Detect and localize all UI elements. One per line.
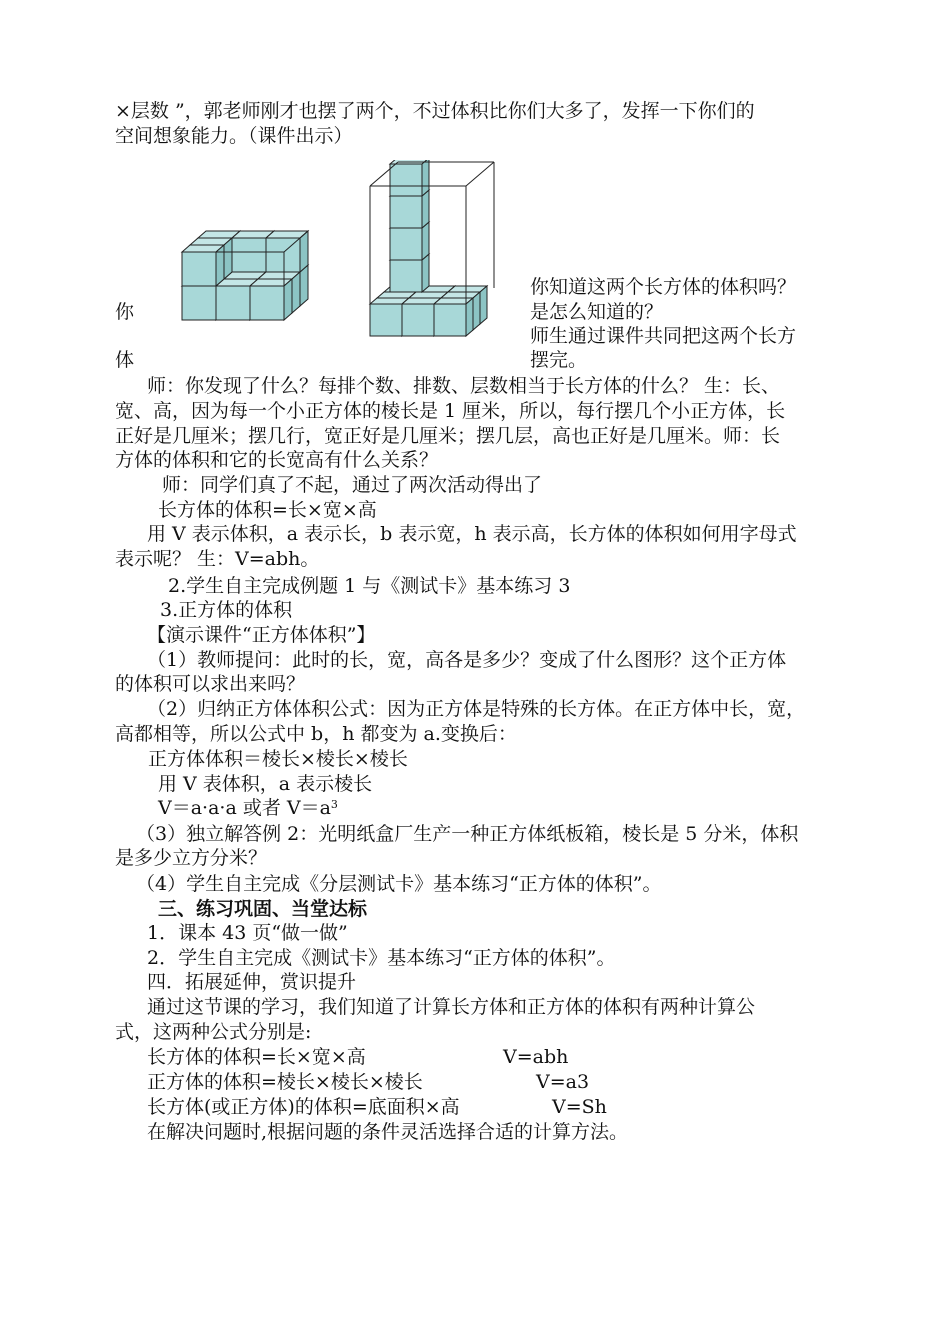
box-edge: [466, 162, 494, 186]
paragraph-13-line-1: （3）独立解答例 2：光明纸盒厂生产一种正方体纸板箱，棱长是 5 分米，体积: [136, 823, 799, 845]
intro-line-2: 空间想象能力。（课件出示）: [115, 125, 353, 147]
summary-formula-3-text: 长方体(或正方体)的体积=底面积×高: [147, 1096, 460, 1118]
paragraph-8-line-1: （1）教师提问：此时的长，宽，高各是多少？变成了什么图形？这个正方体: [147, 649, 787, 671]
cube-front-face: [390, 196, 422, 228]
section-heading-3: 三、练习巩固、当堂达标: [158, 898, 368, 920]
paragraph-18-line-2: 式，这两种公式分别是:: [115, 1021, 312, 1043]
summary-formula-1-text: 长方体的体积=长×宽×高: [147, 1046, 366, 1068]
side-text-right-2: 是怎么知道的？: [530, 301, 664, 323]
formula-cube-volume: 正方体体积＝棱长×棱长×棱长: [148, 748, 408, 770]
cuboid-figure-1: [178, 210, 338, 330]
side-text-left-2: 体: [115, 349, 135, 371]
formula-cube-letters-main: V＝a·a·a 或者 V＝a: [158, 797, 331, 819]
cube-front-face: [216, 286, 250, 320]
side-text-right-1: 你知道这两个长方体的体积吗？: [530, 276, 797, 298]
formula-cube-exponent: 3: [330, 798, 338, 811]
cube-front-face: [390, 228, 422, 260]
paragraph-1-line-4: 方体的体积和它的长宽高有什么关系？: [115, 449, 439, 471]
paragraph-16: 2．学生自主完成《测试卡》基本练习“正方体的体积”。: [147, 947, 616, 969]
cube-side-face: [422, 160, 429, 196]
paragraph-5: 2.学生自主完成例题 1 与《测试卡》基本练习 3: [168, 575, 571, 597]
cube-front-face: [402, 304, 434, 336]
paragraph-8-line-2: 的体积可以求出来吗？: [115, 673, 306, 695]
paragraph-9-line-2: 高都相等，所以公式中 b，h 都变为 a.变换后：: [115, 723, 517, 745]
paragraph-7: 【演示课件“正方体体积”】: [147, 624, 376, 646]
cube-front-face: [182, 252, 216, 286]
paragraph-4-line-1: 用 V 表示体积，a 表示长，b 表示宽，h 表示高，长方体的体积如何用字母式: [147, 523, 797, 545]
cube-front-face: [390, 164, 422, 196]
summary-formula-3-letters: V=Sh: [552, 1096, 607, 1118]
cube-front-face: [182, 286, 216, 320]
section-heading-4: 四．拓展延伸，赏识提升: [147, 971, 357, 993]
paragraph-14: （4）学生自主完成《分层测试卡》基本练习“正方体的体积”。: [136, 873, 662, 895]
cube-side-face: [216, 245, 224, 286]
paragraph-18-line-1: 通过这节课的学习，我们知道了计算长方体和正方体的体积有两种计算公: [147, 996, 756, 1018]
cube-front-face: [390, 260, 422, 292]
paragraph-13-line-2: 是多少立方分米？: [115, 847, 268, 869]
intro-line-1: ×层数 ”，郭老师刚才也摆了两个，不过体积比你们大多了，发挥一下你们的: [115, 100, 755, 122]
cube-side-face: [284, 279, 292, 320]
cube-front-face: [250, 286, 284, 320]
side-text-left-1: 你: [115, 301, 135, 323]
paragraph-6: 3.正方体的体积: [160, 599, 293, 621]
cube-front-face: [434, 304, 466, 336]
paragraph-1-line-3: 正好是几厘米；摆几行，宽正好是几厘米；摆几层，高也正好是几厘米。师：长: [115, 425, 781, 447]
cuboid-figure-2: [366, 160, 506, 340]
summary-formula-2-letters: V=a3: [536, 1071, 590, 1093]
side-text-right-4: 摆完。: [530, 349, 588, 371]
paragraph-2: 师：同学们真了不起，通过了两次活动得出了: [162, 474, 543, 496]
formula-cuboid-volume: 长方体的体积=长×宽×高: [158, 499, 377, 521]
paragraph-11: 用 V 表体积，a 表示棱长: [158, 773, 373, 795]
side-text-right-3: 师生通过课件共同把这两个长方: [530, 325, 797, 347]
paragraph-19: 在解决问题时,根据问题的条件灵活选择合适的计算方法。: [147, 1121, 629, 1143]
formula-cube-letters: [158, 796, 338, 820]
cube-front-face: [232, 238, 266, 272]
paragraph-1-line-2: 宽、高，因为每一个小正方体的棱长是 1 厘米，所以，每行摆几个小正方体，长: [115, 400, 786, 422]
cube-front-face: [370, 304, 402, 336]
paragraph-4-line-2: 表示呢？ 生：V=abh。: [115, 548, 320, 570]
cube-side-face: [466, 298, 473, 336]
summary-formula-1-letters: V=abh: [503, 1046, 569, 1068]
cube-side-face: [224, 238, 232, 279]
cube-side-face: [292, 272, 300, 313]
paragraph-1-line-1: 师：你发现了什么？每排个数、排数、层数相当于长方体的什么？ 生：长、: [147, 375, 781, 397]
paragraph-15: 1．课本 43 页“做一做”: [147, 922, 348, 944]
paragraph-9-line-1: （2）归纳正方体体积公式：因为正方体是特殊的长方体。在正方体中长，宽，: [147, 698, 806, 720]
summary-formula-2-text: 正方体的体积=棱长×棱长×棱长: [147, 1071, 423, 1093]
